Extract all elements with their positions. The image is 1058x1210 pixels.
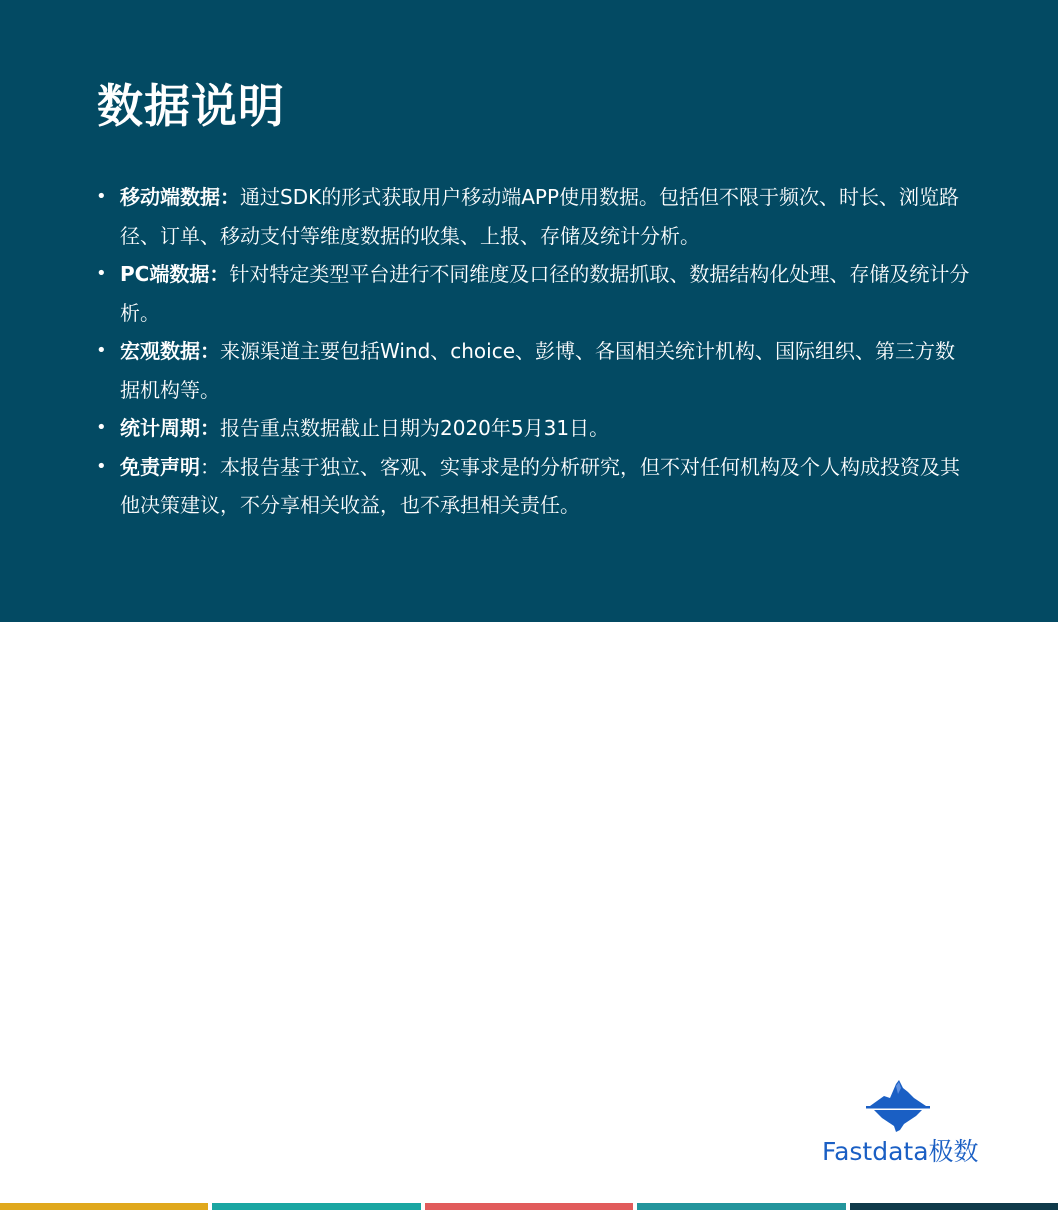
note-text: ：本报告基于独立、客观、实事求是的分析研究，但不对任何机构及个人构成投资及其他决策建议，不分享相关收益，也不承担相关责任。 (120, 454, 960, 517)
note-item-pc (92, 255, 972, 332)
color-bar-teal (212, 1203, 420, 1210)
note-item-mobile (92, 178, 972, 255)
note-text: 来源渠道主要包括Wind、choice、彭博、各国相关统计机构、国际组织、第三方数据机构等。 (120, 339, 956, 402)
color-bar-red (425, 1203, 633, 1210)
note-item-period (92, 409, 972, 448)
note-text: 报告重点数据截止日期为2020年5月31日。 (220, 416, 610, 440)
note-label: PC端数据： (120, 262, 230, 286)
bullet: • (96, 186, 107, 207)
footer-color-bars (0, 1203, 1058, 1210)
logo-text: Fastdata极数 (822, 1137, 979, 1166)
page-title: 数据说明 (97, 79, 285, 133)
color-bar-yellow (0, 1203, 208, 1210)
bullet: • (96, 340, 107, 361)
note-text: 针对特定类型平台进行不同维度及口径的数据抓取、数据结构化处理、存储及统计分析。 (120, 262, 970, 325)
note-label: 宏观数据： (120, 339, 220, 363)
fastdata-logo (818, 1076, 978, 1172)
iceberg-icon (866, 1076, 930, 1134)
bullet: • (96, 455, 107, 477)
note-label: 移动端数据： (120, 185, 240, 209)
color-bar-cyan (637, 1203, 845, 1210)
bullet: • (96, 263, 107, 284)
color-bar-dark (850, 1203, 1058, 1210)
note-label: 统计周期： (120, 416, 220, 440)
note-label: 免责声明 (120, 454, 200, 479)
notes-list (92, 178, 972, 525)
note-item-macro (92, 332, 972, 409)
note-text: 通过SDK的形式获取用户移动端APP使用数据。包括但不限于频次、时长、浏览路径、订单、移动支付等维度数据的收集、上报、存储及统计分析。 (120, 185, 960, 248)
bullet: • (96, 417, 107, 438)
note-item-disclaimer (92, 448, 972, 525)
